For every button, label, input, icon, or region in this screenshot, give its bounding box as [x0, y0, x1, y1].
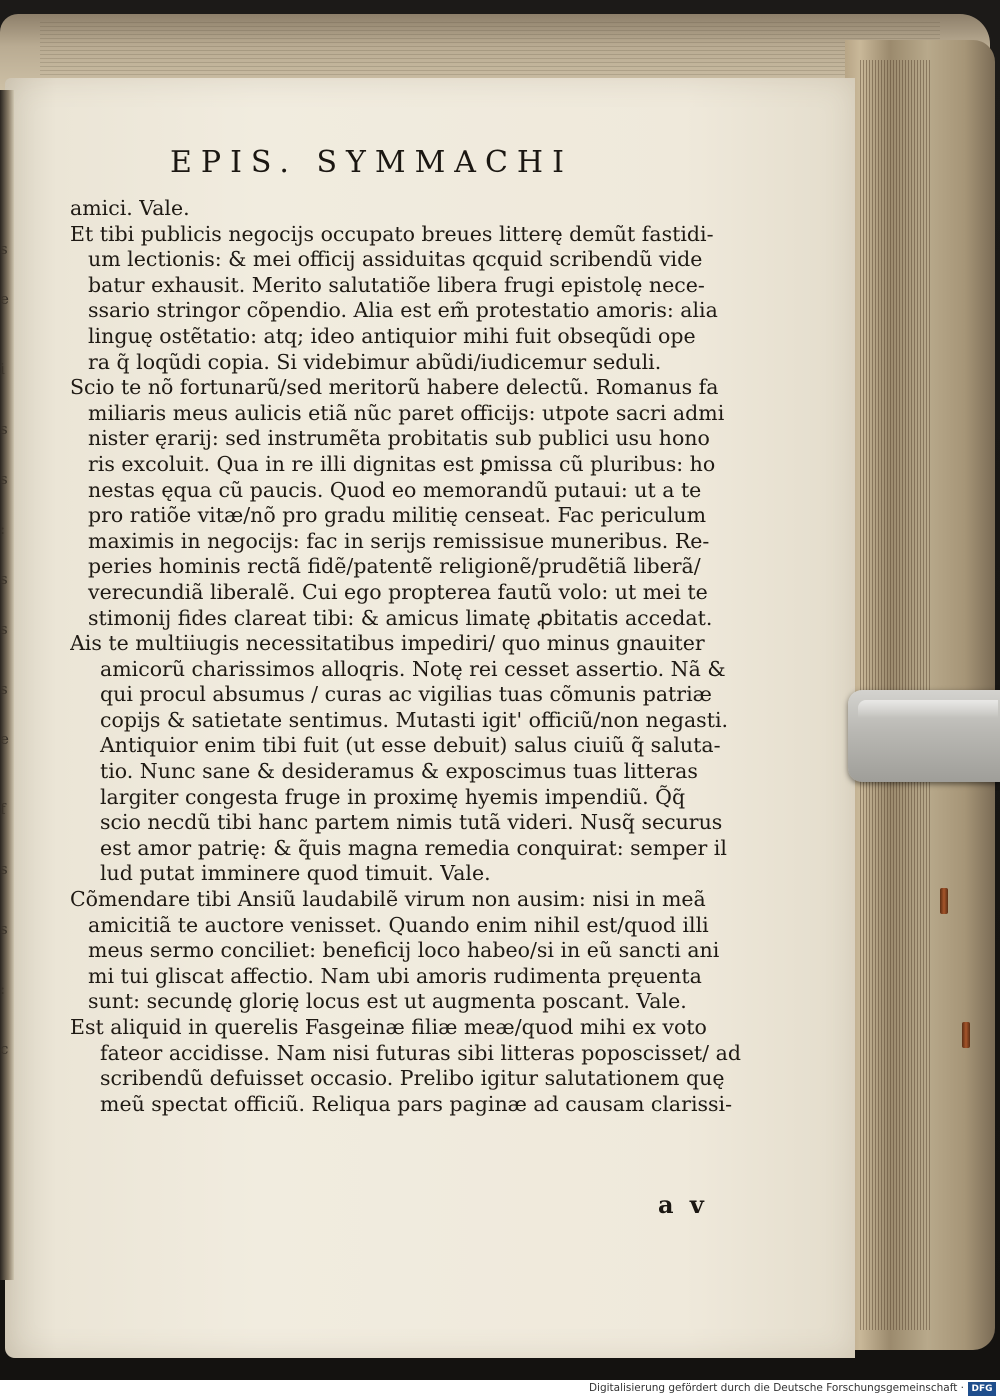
dfg-logo: DFG [968, 1382, 996, 1396]
text-line: scribendũ defuisset occasio. Prelibo igitur salutationem quę [100, 1066, 725, 1091]
running-head: EPIS. SYMMACHI [170, 145, 573, 180]
gutter-mark: s [0, 240, 8, 258]
text-line: miliaris meus aulicis etiã nũc paret officijs: utpote sacri admi [88, 400, 725, 425]
text-line: um lectionis: & mei officij assiduitas qcquid scribendũ vide [88, 247, 703, 272]
text-line: Scio te nõ fortunarũ/sed meritorũ habere delectũ. Romanus fa [70, 375, 719, 400]
gutter-mark: s [0, 860, 8, 878]
text-line: meũ spectat officiũ. Reliqua pars paginæ ad causam clarissi- [100, 1091, 733, 1116]
text-line: Cõmendare tibi Ansiũ laudabilẽ virum non ausim: nisi in meã [70, 887, 706, 912]
text-line: meus sermo conciliet: beneficij loco habeo/si in eũ sancti ani [88, 938, 720, 963]
book-clip-highlight [858, 700, 998, 718]
text-line: amici. Vale. [70, 196, 190, 220]
text-line: fateor accidisse. Nam nisi futuras sibi litteras poposcisset/ ad [100, 1040, 741, 1065]
text-line: Ais te multiiugis necessitatibus impediri/ quo minus gnauiter [70, 631, 705, 656]
text-line: batur exhausit. Merito salutatiõe libera frugi epistolę nece- [88, 272, 705, 297]
text-line: stimonij fides clareat tibi: & amicus limatę ꝓbitatis accedat. [88, 605, 713, 630]
gutter-mark: s [0, 620, 8, 638]
text-line: Et tibi publicis negocijs occupato breues litterę demũt fastidi- [70, 221, 714, 246]
text-line: mi tui gliscat affectio. Nam ubi amoris rudimenta pręuenta [88, 963, 702, 988]
text-line: Est aliquid in querelis Fasgeinæ filiæ meæ/quod mihi ex voto [70, 1015, 707, 1039]
nail-icon [962, 1022, 970, 1048]
gutter-mark: s [0, 570, 8, 588]
page-body [70, 196, 750, 1117]
text-line: verecundiã liberalẽ. Cui ego propterea fautũ volo: ut mei te [88, 579, 708, 604]
gutter-mark: s [0, 680, 8, 698]
text-line: qui procul absumus / curas ac vigilias tuas cõmunis patriæ [100, 682, 712, 707]
gutter-mark: e [0, 730, 9, 748]
gutter-mark: s [0, 920, 8, 938]
text-line: copijs & satietate sentimus. Mutasti igit' officiũ/non negasti. [100, 707, 729, 732]
text-line: ssario stringor cõpendio. Alia est em̃ protestatio amoris: alia [88, 298, 718, 323]
text-line: Antiquior enim tibi fuit (ut esse debuit) salus ciuiũ q̃ saluta- [100, 733, 721, 758]
text-line: sunt: secundę glorię locus est ut augmenta poscant. Vale. [88, 989, 687, 1014]
text-line: tio. Nunc sane & desideramus & exposcimus tuas litteras [100, 759, 698, 784]
text-line: scio necdũ tibi hanc partem nimis tutã videri. Nusq̃ securus [100, 810, 723, 835]
text-line: maximis in negocijs: fac in serijs remissisue muneribus. Re- [88, 528, 710, 553]
text-line: nestas ęqua cũ paucis. Quod eo memorandũ putaui: ut a te [88, 477, 702, 502]
gutter-mark: : [0, 980, 6, 998]
gutter-mark: f [0, 800, 6, 818]
text-line: largiter congesta fruge in proximę hyemis impendiũ. Q̃q̃ [100, 784, 686, 809]
gutter-mark: e [0, 290, 9, 308]
text-line: ra q̃ loqũdi copia. Si videbimur abũdi/iudicemur seduli. [88, 349, 662, 374]
text-line: amicorũ charissimos alloqris. Notę rei cesset assertio. Nã & [100, 656, 726, 681]
signature-mark: a v [658, 1190, 708, 1219]
gutter-mark: s [0, 470, 8, 488]
text-line: pro ratiõe vitæ/nõ pro gradu militię censeat. Fac periculum [88, 503, 707, 528]
gutter-mark: : [0, 520, 6, 538]
nail-icon [940, 888, 948, 914]
text-line: lud putat imminere quod timuit. Vale. [100, 861, 491, 886]
text-line: nister ęrarij: sed instrumẽta probitatis sub publici usu hono [88, 426, 710, 451]
gutter-mark: c [0, 1040, 9, 1058]
text-line: ris excoluit. Qua in re illi dignitas est ꝑmissa cũ pluribus: ho [88, 451, 716, 476]
text-line: amicitiã te auctore venisset. Quando enim nihil est/quod illi [88, 912, 709, 937]
footer-credit: Digitalisierung gefördert durch die Deutsche Forschungsgemeinschaft · [588, 1382, 964, 1394]
gutter-mark: s [0, 420, 8, 438]
gutter-mark: i [0, 360, 5, 378]
text-line: peries hominis rectã fidẽ/patentẽ religionẽ/prudẽtiã liberã/ [88, 554, 701, 579]
book-top-page-lines [40, 22, 940, 82]
text-line: est amor patrię: & q̃uis magna remedia conquirat: semper il [100, 835, 727, 860]
text-line: linguę ostẽtatio: atq; ideo antiquior mihi fuit obseqũdi ope [88, 323, 696, 348]
